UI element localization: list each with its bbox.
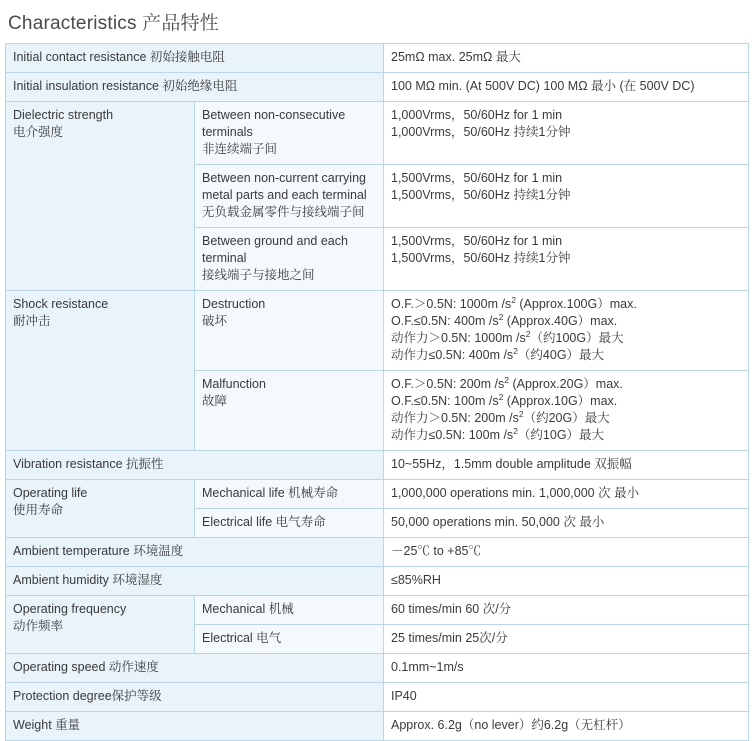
row-value <box>384 73 749 102</box>
sublabel-line: Electrical 电气 <box>202 631 282 645</box>
label-line: 动作频率 <box>13 619 64 633</box>
label-line: Shock resistance <box>13 297 109 311</box>
value-line: 25mΩ max. 25mΩ 最大 <box>391 50 521 64</box>
row-value <box>384 228 749 291</box>
value-line: 1,500Vrms，50/60Hz 持续1分钟 <box>391 188 571 202</box>
row-value <box>384 480 749 509</box>
sublabel-line: metal parts and each terminal <box>202 188 367 202</box>
row-value <box>384 371 749 451</box>
row-sublabel <box>195 102 384 165</box>
value-line: 10~55Hz，1.5mm double amplitude 双振幅 <box>391 457 632 471</box>
table-row <box>6 567 749 596</box>
table-row <box>6 712 749 741</box>
table-row <box>6 73 749 102</box>
sublabel-line: terminals <box>202 125 253 139</box>
value-line: 1,500Vrms，50/60Hz for 1 min <box>391 234 563 248</box>
table-row <box>6 538 749 567</box>
value-line: 60 times/min 60 次/分 <box>391 602 512 616</box>
sublabel-line: Between non-consecutive <box>202 108 346 122</box>
label-line: Operating life <box>13 486 88 500</box>
row-value <box>384 509 749 538</box>
value-line: 1,500Vrms，50/60Hz 持续1分钟 <box>391 251 571 265</box>
row-label-operating-frequency <box>6 596 195 654</box>
sublabel-line: 故障 <box>202 394 228 408</box>
value-line: 1,000Vrms，50/60Hz 持续1分钟 <box>391 125 571 139</box>
characteristics-table <box>5 43 749 741</box>
row-value <box>384 654 749 683</box>
sublabel-line: Mechanical 机械 <box>202 602 294 616</box>
value-line: ≤85%RH <box>391 573 441 587</box>
label-line: Operating frequency <box>13 602 127 616</box>
label-line: 电介强度 <box>13 125 64 139</box>
sublabel-line: Between non-current carrying <box>202 171 366 185</box>
sublabel-line: 破坏 <box>202 314 228 328</box>
table-row <box>6 480 749 509</box>
value-line: IP40 <box>391 689 417 703</box>
row-label: Initial contact resistance 初始接触电阻 <box>6 44 384 73</box>
row-label: Ambient temperature 环境温度 <box>6 538 384 567</box>
sublabel-line: Mechanical life 机械寿命 <box>202 486 339 500</box>
sublabel-line: Destruction <box>202 297 266 311</box>
value-line: 0.1mm~1m/s <box>391 660 464 674</box>
row-label-dielectric-strength <box>6 102 195 291</box>
value-line: O.F.＞0.5N: 200m $/s^2$ (Approx.20G）max. <box>391 374 623 391</box>
label-line: Dielectric strength <box>13 108 114 122</box>
value-line: －25℃ to +85℃ <box>391 544 481 558</box>
row-sublabel <box>195 291 384 371</box>
row-sublabel <box>195 371 384 451</box>
row-label: Vibration resistance 抗振性 <box>6 451 384 480</box>
row-label: Protection degree保护等级 <box>6 683 384 712</box>
row-value <box>384 291 749 371</box>
row-value <box>384 538 749 567</box>
row-sublabel <box>195 596 384 625</box>
table-row <box>6 44 749 73</box>
table-row <box>6 102 749 165</box>
row-sublabel <box>195 625 384 654</box>
value-line: 100 MΩ min. (At 500V DC) 100 MΩ 最小 (在 500V DC) <box>391 79 695 93</box>
row-value <box>384 44 749 73</box>
table-row <box>6 683 749 712</box>
row-sublabel <box>195 165 384 228</box>
value-line: 动作力≤0.5N: 100m $/s^2$（约10G）最大 <box>391 425 605 442</box>
row-value <box>384 451 749 480</box>
value-line: 25 times/min 25次/分 <box>391 631 508 645</box>
row-value <box>384 165 749 228</box>
row-label: Initial insulation resistance 初始绝缘电阻 <box>6 73 384 102</box>
value-line: O.F.＞0.5N: 1000m $/s^2$ (Approx.100G）max. <box>391 294 637 311</box>
sublabel-line: terminal <box>202 251 247 265</box>
value-line: Approx. 6.2g（no lever）约6.2g（无杠杆） <box>391 718 631 732</box>
table-row <box>6 596 749 625</box>
row-value <box>384 683 749 712</box>
row-value <box>384 596 749 625</box>
sublabel-line: 无负载金属零件与接线端子间 <box>202 205 365 219</box>
value-line: 动作力＞0.5N: 200m $/s^2$（约20G）最大 <box>391 408 610 425</box>
page-title: Characteristics 产品特性 <box>8 13 219 34</box>
label-line: 使用寿命 <box>13 503 64 517</box>
value-line: 动作力≤0.5N: 400m $/s^2$（约40G）最大 <box>391 345 605 362</box>
value-line: 1,000,000 operations min. 1,000,000 次 最小 <box>391 486 640 500</box>
row-label: Weight 重量 <box>6 712 384 741</box>
row-sublabel <box>195 480 384 509</box>
label-line: 耐冲击 <box>13 314 51 328</box>
table-row <box>6 451 749 480</box>
row-label-shock-resistance <box>6 291 195 451</box>
row-sublabel <box>195 228 384 291</box>
value-line: O.F.≤0.5N: 100m $/s^2$ (Approx.10G）max. <box>391 391 618 408</box>
row-sublabel <box>195 509 384 538</box>
row-label: Ambient humidity 环境湿度 <box>6 567 384 596</box>
table-body <box>6 44 749 741</box>
value-line: 1,500Vrms，50/60Hz for 1 min <box>391 171 563 185</box>
sublabel-line: Electrical life 电气寿命 <box>202 515 326 529</box>
value-line: O.F.≤0.5N: 400m $/s^2$ (Approx.40G）max. <box>391 311 618 328</box>
row-value <box>384 625 749 654</box>
sublabel-line: 接线端子与接地之间 <box>202 268 315 282</box>
value-line: 动作力＞0.5N: 1000m $/s^2$（约100G）最大 <box>391 328 624 345</box>
value-line: 50,000 operations min. 50,000 次 最小 <box>391 515 605 529</box>
row-value <box>384 712 749 741</box>
row-label: Operating speed 动作速度 <box>6 654 384 683</box>
sublabel-line: Malfunction <box>202 377 266 391</box>
value-line: 1,000Vrms，50/60Hz for 1 min <box>391 108 563 122</box>
table-row <box>6 291 749 371</box>
sublabel-line: 非连续端子间 <box>202 142 278 156</box>
row-label-operating-life <box>6 480 195 538</box>
table-row <box>6 654 749 683</box>
row-value <box>384 102 749 165</box>
sublabel-line: Between ground and each <box>202 234 348 248</box>
row-value <box>384 567 749 596</box>
